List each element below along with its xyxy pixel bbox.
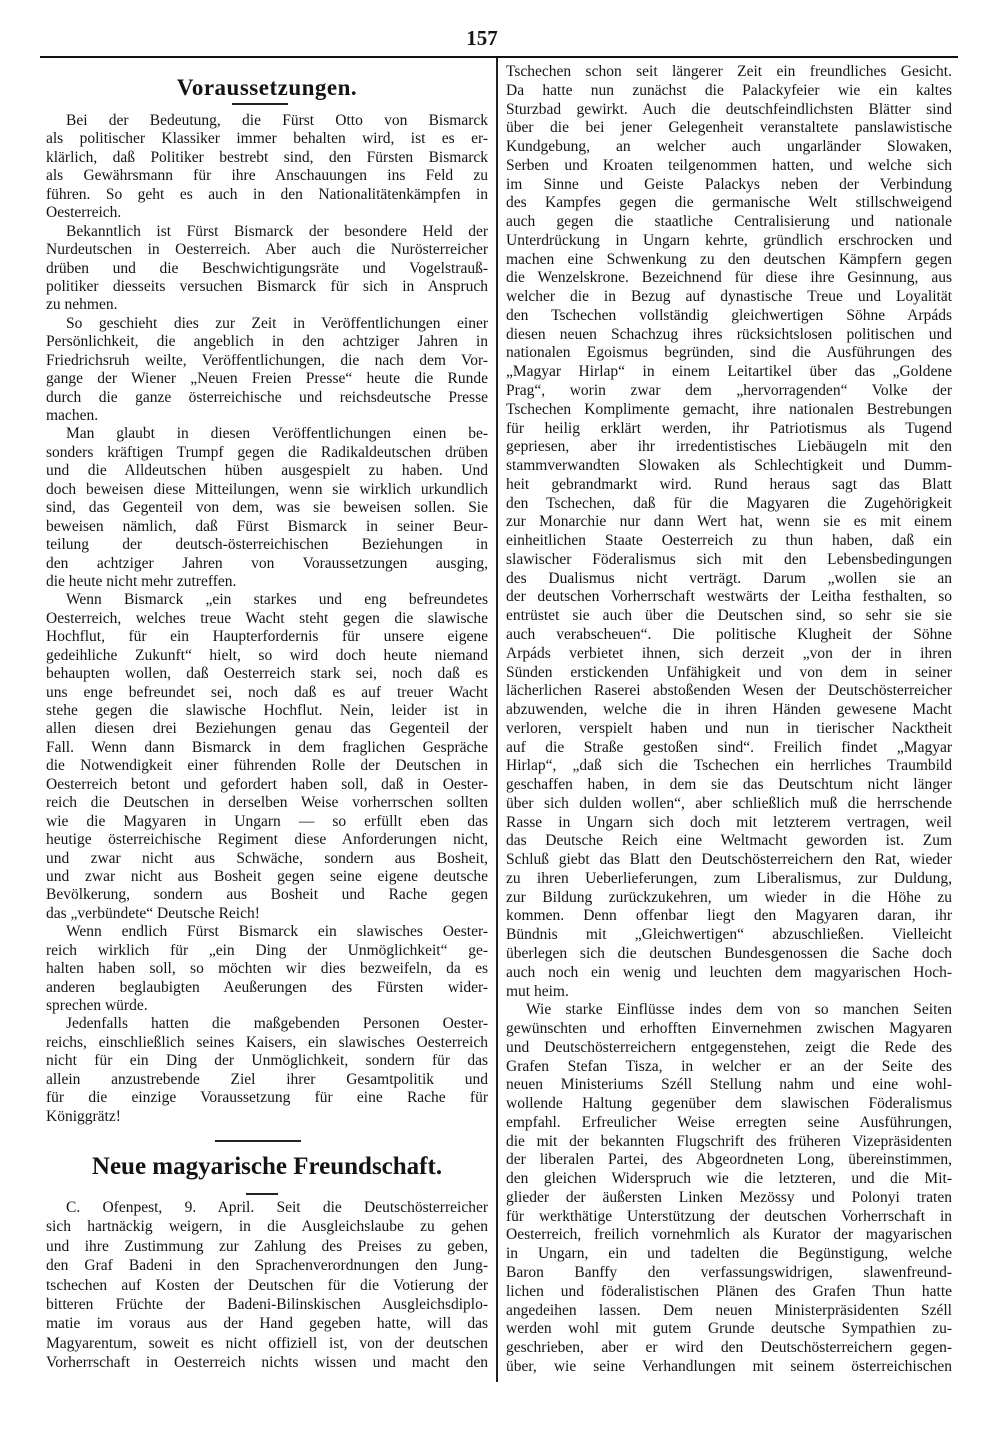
text-line: wie die Magyaren in Ungarn — so erfüllt eben das	[46, 812, 488, 830]
text-line: und die Alldeutschen hüben ausgespielt zu haben. Und	[46, 462, 488, 480]
text-line: wollende Haltung gegenüber dem slawischen Föderalismus	[506, 1095, 952, 1113]
text-line: das „verbündete“ Deutsche Reich!	[46, 904, 260, 922]
text-line: glieder der äußersten Linken Mezössy und Polonyi traten	[506, 1188, 952, 1206]
text-line: als Gewährsmann für ihre Anschauungen ins Feld zu	[46, 167, 488, 185]
text-line: C. Ofenpest, 9. April. Seit die Deutschösterreicher	[66, 1199, 488, 1216]
text-line: der deutschen Vorherrschaft westwärts der Leitha festhalten, so	[506, 588, 952, 606]
text-line: allen diesen drei Beziehungen genau das Gegenteil der	[46, 720, 488, 738]
text-line: den Tschechen vollständig gleichwertigen Söhne Arpáds	[506, 306, 952, 324]
text-line: lichen und föderalistischen Plänen des Grafen Thun hatte	[506, 1282, 952, 1300]
article-title: Neue magyarische Freundschaft.	[91, 1153, 443, 1180]
text-line: sprechen würde.	[46, 997, 148, 1014]
text-line: tschechen auf Kosten der Deutschen für die Votierung der	[46, 1276, 488, 1294]
text-line: den gleichen Widerspruch wie die letzteren, und die Mit-	[506, 1170, 952, 1188]
text-line: bitteren Früchte der Badeni-Bilinskischen Ausgleichsdiplo-	[46, 1295, 488, 1313]
text-line: Königgrätz!	[46, 1107, 121, 1125]
text-line: reichs, einschließlich seines Kaisers, ein slawisches Oesterreich	[46, 1033, 488, 1051]
text-line: Wenn Bismarck „ein starkes und eng befreundetes	[66, 591, 488, 609]
text-line: durch die ganze österreichische und reichsdeutsche Presse	[46, 388, 488, 406]
text-line: und ihre Zustimmung zur Zahlung des Preises zu geben,	[46, 1237, 488, 1255]
text-line: den Tschechen, daß für die Magyaren die Zugehörigkeit	[506, 494, 952, 512]
text-line: Baron Banffy den verfassungswidrigen, slawenfreund-	[506, 1264, 952, 1281]
text-line: Oesterreich betont und gefordert haben soll, daß in Oester-	[46, 775, 488, 793]
text-line: machen eine Schwenkung zu den deutschen Kämpfern gegen	[506, 250, 952, 268]
text-line: klärlich, daß Politiker bestrebt sind, den Fürsten Bismarck	[46, 148, 488, 166]
title-underline	[246, 1193, 278, 1195]
text-line: das Deutsche Reich eine Weltmacht geworden ist. Zum	[506, 832, 952, 850]
text-line: reich die Deutschen in derselben Weise vorherrschen sollten	[46, 794, 488, 812]
text-line: Arpáds verbietet ihnen, sich derzeit „von der in ihren	[506, 644, 952, 662]
text-line: Bündnis mit „Gleichwertigen“ abzuschließen. Vielleicht	[506, 926, 952, 944]
text-line: auf die Straße gestoßen sind“. Freilich findet „Magyar	[506, 738, 952, 756]
text-line: zu nehmen.	[46, 296, 118, 314]
text-line: Da hatte nun zunächst die Palackyfeier wie ein kaltes	[506, 81, 952, 99]
text-line: „Magyar Hirlap“ in einem Leitartikel über das „Goldene	[506, 363, 952, 381]
text-line: über die bei jener Gelegenheit veranstaltete panslawistische	[506, 119, 952, 137]
text-line: überlegen sich die deutschen Bundesgenossen die Sache doch	[506, 944, 952, 962]
column-divider	[496, 58, 498, 1382]
article-title: Voraussetzungen.	[176, 75, 358, 100]
text-line: auch verabscheuen“. Die politische Klugheit der Söhne	[506, 625, 952, 643]
left-column	[46, 0, 488, 1438]
text-line: Bekanntlich ist Fürst Bismarck der besondere Held der	[66, 222, 488, 240]
text-line: als politischer Klassiker immer behalten wird, ist es er-	[46, 130, 488, 148]
text-line: und zwar nicht aus Schwäche, sondern aus Bosheit,	[46, 849, 488, 867]
text-line: führen. So geht es auch in den Nationalitätenkämpfen in	[46, 185, 488, 203]
text-line: welcher die in Bezug auf dynastische Treue und Loyalität	[506, 288, 952, 306]
text-line: auch noch ein wenig und leuchten dem magyarischen Hoch-	[506, 963, 952, 981]
text-line: die mit der bekannten Flugschrift des früheren Vizepräsidenten	[506, 1132, 952, 1150]
text-line: Sturzbad gewirkt. Auch die deutschfeindlichsten Blätter sind	[506, 100, 952, 118]
text-line: des Dualismus nicht verträgt. Darum „wollen sie an	[506, 569, 952, 587]
text-line: Serben und Kroaten teilgenommen hatten, und welche sich	[506, 156, 952, 174]
text-line: matie im voraus aus der Hand gegeben hatte, will das	[46, 1315, 488, 1333]
text-line: Fall. Wenn dann Bismarck in dem fraglichen Gespräche	[46, 738, 488, 756]
paragraph	[46, 315, 488, 426]
text-line: geschrieben, aber er wird den Deutschösterreichern gegen-	[506, 1339, 952, 1357]
text-line: Bei der Bedeutung, die Fürst Otto von Bismarck	[66, 112, 488, 129]
text-line: neuen Ministeriums Széll Stellung nahm und eine wohl-	[506, 1076, 952, 1094]
text-line: Bevölkerung, sondern aus Bosheit und Rache gegen	[46, 886, 488, 904]
text-line: angedeihen lassen. Dem neuen Ministerpräsidenten Széll	[506, 1301, 952, 1319]
text-line: Tschechen schon seit längerer Zeit ein freundliches Gesicht.	[506, 63, 952, 80]
paragraph	[506, 1001, 952, 1376]
text-line: stehe gegen die slawische Hochflut. Nein, leider ist in	[46, 702, 488, 719]
text-line: Schluß giebt das Blatt den Deutschösterreichern den Rat, wieder	[506, 851, 952, 869]
text-line: mut heim.	[506, 982, 569, 1000]
text-line: entrüstet sie auch über die Deutschen sind, so sehr sie sie	[506, 607, 952, 625]
paragraph	[46, 112, 488, 223]
paragraph	[46, 1015, 488, 1126]
text-line: verloren, verspielt haben und nun in tierischer Nacktheit	[506, 719, 952, 737]
paragraph	[46, 923, 488, 1015]
paragraph	[506, 63, 952, 1001]
text-line: den achtziger Jahren von Voraussetzungen ausging,	[46, 554, 488, 572]
text-line: in Ungarn, ein und tadelten die Begünstigung, welche	[506, 1245, 952, 1263]
text-line: Tschechen Komplimente gemacht, ihre nationalen Bestrebungen	[506, 400, 952, 418]
text-line: Nurdeutschen in Oesterreich. Aber auch die Nurösterreicher	[46, 241, 488, 259]
text-line: den Graf Badeni in den Sprachenverordnungen den Jung-	[46, 1257, 488, 1275]
text-line: behaupten wollen, daß Oesterreich stark sei, noch daß es	[46, 665, 488, 683]
text-line: heit gebrandmarkt wird. Rund heraus sagt das Blatt	[506, 475, 952, 493]
text-line: Prag“, worin zwar dem „hervorragenden“ Volke der	[506, 382, 952, 400]
article-body-continued	[506, 63, 952, 1377]
text-line: Rasse in Ungarn sich doch mit letzterem vertragen, weil	[506, 813, 952, 831]
text-line: sind, das Gegenteil von dem, was sie beweisen sollen. Sie	[46, 499, 488, 517]
text-line: Wie starke Einflüsse indes dem von so manchen Seiten	[526, 1001, 952, 1019]
text-line: die Wenzelskrone. Bezeichnend für diese ihre Gesinnung, aus	[506, 269, 952, 287]
text-line: Unterdrückung in Ungarn kehrte, gründlich erschrocken und	[506, 231, 952, 249]
text-line: zur Bildung zurückzukehren, um wieder in die Höhe zu	[506, 888, 952, 906]
text-line: nicht für ein Ding der Unmöglichkeit, sondern für das	[46, 1052, 488, 1070]
text-line: sich hartnäckig weigern, in die Ausgleichslaube zu gehen	[46, 1218, 488, 1236]
text-line: für die einzige Voraussetzung für eine Rache für	[46, 1089, 488, 1107]
text-line: zu ihren Ueberlieferungen, zum Liberalismus, zur Duldung,	[506, 869, 952, 887]
text-line: machen.	[46, 407, 99, 424]
text-line: teilung der deutsch-österreichischen Beziehungen in	[46, 536, 488, 554]
text-line: über, wie seine Verhandlungen mit seinem österreichischen	[506, 1357, 952, 1375]
text-line: gange der Wiener „Neuen Freien Presse“ heute die Runde	[46, 370, 488, 388]
paragraph	[46, 223, 488, 315]
text-line: Kundgebung, an welcher auch ungarländer Slowaken,	[506, 138, 952, 156]
text-line: drüben und die Beschwichtigungsräte und Vogelstrauß-	[46, 259, 488, 277]
text-line: im Sinne und Geiste Palackys neben der Verbindung	[506, 175, 952, 193]
text-line: für heilig erklärt werden, ihr Patriotismus als Tugend	[506, 419, 952, 437]
text-line: sonders kräftigen Trumpf gegen die Radikaldeutschen drüben	[46, 443, 488, 461]
text-line: auch gegen die staatliche Centralisierung und nationale	[506, 213, 952, 231]
text-line: des Kampfes gegen die germanische Welt stillschweigend	[506, 194, 952, 212]
article-body	[46, 1198, 488, 1373]
text-line: Hochflut, für ein Haupterfordernis für unsere eigene	[46, 628, 488, 646]
text-line: Jedenfalls hatten die maßgebenden Personen Oester-	[66, 1015, 488, 1033]
text-line: abzuwenden, welche die in ihren Händen gewesene Macht	[506, 701, 952, 719]
text-line: Vorherrschaft in Oesterreich nichts wissen und macht den	[46, 1354, 488, 1372]
text-line: politiker diesseits versuchen Bismarck für sich in Anspruch	[46, 277, 488, 295]
right-column	[506, 0, 952, 1438]
text-line: heutige österreichische Regiment diese Anforderungen nicht,	[46, 831, 488, 849]
text-line: Sünden erstickenden Unfähigkeit und von dem in seiner	[506, 663, 952, 681]
text-line: Man glaubt in diesen Veröffentlichungen einen be-	[66, 425, 488, 443]
text-line: und zwar nicht aus Bosheit gegen seine eigene deutsche	[46, 867, 488, 885]
text-line: geschaffen haben, in dem sie das Deutschtum nicht länger	[506, 776, 952, 794]
text-line: diesen neuen Schachzug ihres rücksichtslosen politischen und	[506, 325, 952, 343]
text-line: Persönlichkeit, die angeblich in den achtziger Jahren in	[46, 333, 488, 351]
text-line: Hirlap“, „daß sich die Tschechen ein herrliches Traumbild	[506, 757, 952, 775]
text-line: für werkthätige Unterstützung der deutschen Vorherrschaft in	[506, 1207, 952, 1225]
text-line: Grafen Stefan Tisza, in welcher er an der Seite des	[506, 1057, 952, 1075]
paragraph	[46, 425, 488, 591]
text-line: allein anzustrebende Ziel ihrer Gesamtpolitik und	[46, 1070, 488, 1088]
text-line: Wenn endlich Fürst Bismarck ein slawisches Oester-	[66, 923, 488, 941]
text-line: stammverwandten Slowaken als Schlechtigkeit und Dumm-	[506, 457, 952, 475]
text-line: beweisen nämlich, daß Fürst Bismarck in seiner Beur-	[46, 517, 488, 535]
text-line: halten haben soll, so möchten wir dies bezweifeln, da es	[46, 960, 488, 978]
text-line: werden wohl mit gutem Grunde deutsche Sympathien zu-	[506, 1320, 952, 1338]
text-line: zur Monarchie nur dann Wert hat, wenn sie es mit einem	[506, 513, 952, 531]
text-line: anderen beglaubigten Aeußerungen des Fürsten wider-	[46, 978, 488, 996]
text-line: empfahl. Erfreulicher Weise erregten seine Ausführungen,	[506, 1113, 952, 1131]
text-line: die heute nicht mehr zutreffen.	[46, 572, 237, 590]
text-line: kommen. Denn offenbar liegt den Magyaren daran, ihr	[506, 907, 952, 925]
text-line: Oesterreich, welches treue Wacht steht gegen die slawische	[46, 609, 488, 627]
text-line: uns enge befreundet sei, noch daß es auf treuer Wacht	[46, 683, 488, 701]
text-line: lächerlichen Raserei abstoßenden Wesen der Deutschösterreicher	[506, 682, 952, 700]
text-line: Friedrichsruh weilte, Veröffentlichungen, die nach dem Vor-	[46, 351, 488, 369]
article-separator	[215, 1140, 301, 1142]
paragraph	[46, 591, 488, 923]
text-line: slawischer Föderalismus sich mit den Lebensbedingungen	[506, 550, 952, 568]
text-line: reich wirklich für „ein Ding der Unmöglichkeit“ ge-	[46, 941, 488, 959]
text-line: doch beweisen diese Mitteilungen, wenn sie wirklich urkundlich	[46, 480, 488, 498]
text-line: und Deutschösterreichern entgegenstehen, zeigt die Rede des	[506, 1038, 952, 1056]
text-line: gedeihliche Zukunft“ hielt, so wird doch heute niemand	[46, 646, 488, 664]
paragraph	[46, 1198, 488, 1373]
text-line: Oesterreich, freilich vornehmlich als Kurator der magyarischen	[506, 1226, 952, 1244]
text-line: Oesterreich.	[46, 204, 122, 222]
title-underline	[232, 103, 288, 105]
article-body	[46, 112, 488, 1126]
text-line: gepriesen, aber ihr irredentistisches Liebäugeln mit den	[506, 438, 952, 456]
text-line: einheitlichen Staate Oesterreich zu thun haben, daß ein	[506, 532, 952, 550]
text-line: So geschieht dies zur Zeit in Veröffentlichungen einer	[66, 314, 488, 332]
text-line: über sich dulden wollen“, aber schließlich muß die herrschende	[506, 794, 952, 812]
text-line: der liberalen Partei, des Abgeordneten Long, übereinstimmen,	[506, 1151, 952, 1169]
text-line: gewünschten und erhofften Einvernehmen zwischen Magyaren	[506, 1020, 952, 1038]
page-number: 157	[466, 26, 498, 50]
text-line: Magyarentum, soweit es nicht offiziell ist, von der deutschen	[46, 1334, 488, 1352]
text-line: nationalen Egoismus begründen, sind die Ausführungen des	[506, 344, 952, 362]
text-line: die Notwendigkeit einer führenden Rolle der Deutschen in	[46, 757, 488, 775]
